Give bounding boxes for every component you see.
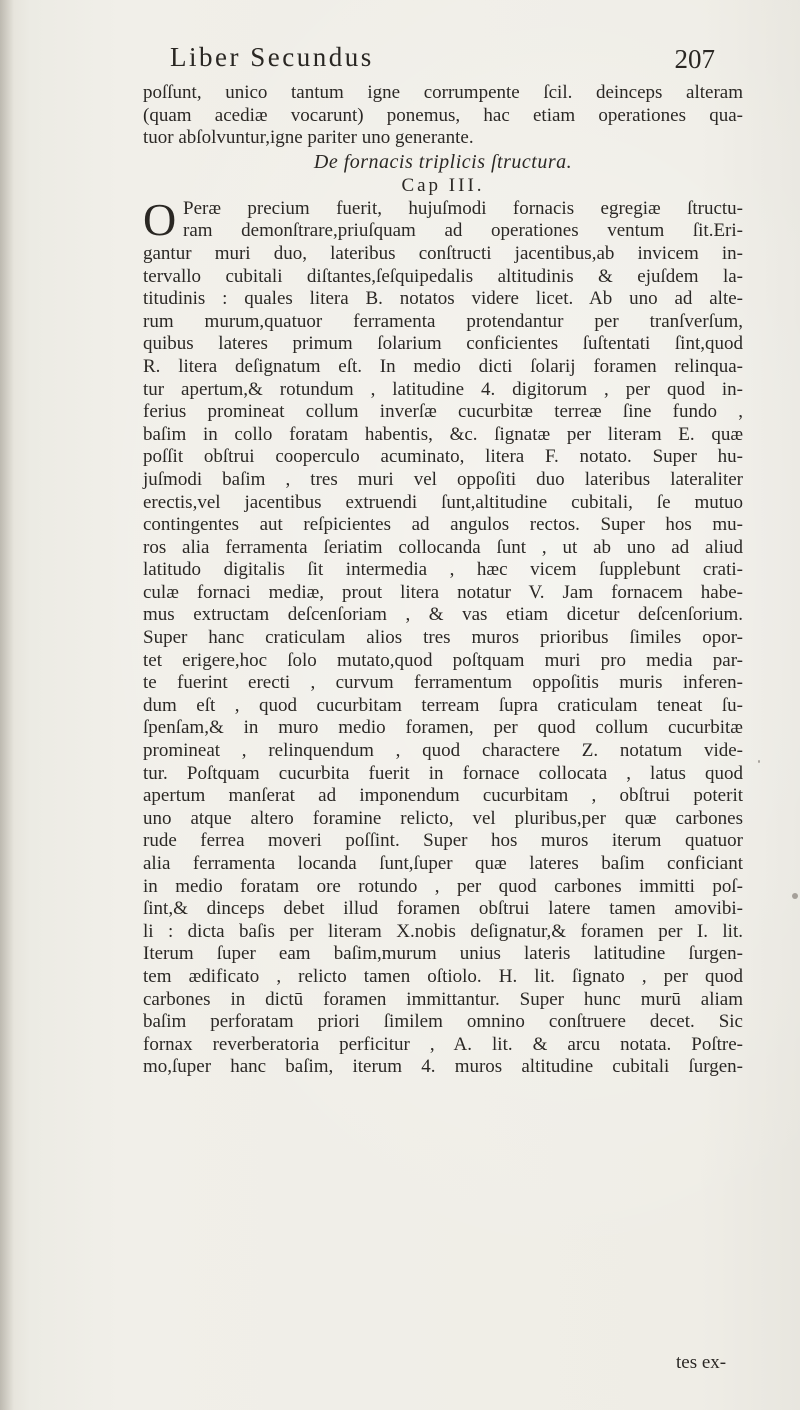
text-line: rum murum,quatuor ferramenta protendantur per tranſverſum, bbox=[143, 310, 743, 332]
text-line: Iterum ſuper eam baſim,murum unius lateris latitudine ſurgen- bbox=[143, 943, 743, 965]
text-line: in medio foratam ore rotundo , per quod carbones immitti poſ- bbox=[143, 875, 743, 897]
text-line: quibus lateres primum ſolarium conficientes ſuſtentati ſint,quod bbox=[143, 333, 743, 355]
text-line: gantur muri duo, lateribus conſtructi jacentibus,ab invicem in- bbox=[143, 242, 743, 264]
text-block bbox=[143, 82, 743, 1079]
text-line: fornax reverberatoria perficitur , A. lit. & arcu notata. Poſtre- bbox=[143, 1033, 743, 1055]
text-line: mus extructam deſcenſoriam , & vas etiam dicetur deſcenſorium. bbox=[143, 604, 743, 626]
text-line: baſim perforatam priori ſimilem omnino conſtruere decet. Sic bbox=[143, 1011, 743, 1033]
paragraph bbox=[143, 243, 743, 1079]
running-title: Liber Secundus bbox=[170, 42, 374, 72]
text-line: poſſunt, unico tantum igne corrumpente ſcil. deinceps alteram bbox=[143, 82, 743, 103]
paper-speck bbox=[792, 893, 798, 899]
catchword: tes ex- bbox=[676, 1352, 727, 1373]
text-line: tur apertum,& rotundum , latitudine 4. digitorum , per quod in- bbox=[143, 378, 743, 400]
text-line: poſſit obſtrui cooperculo acuminato, litera F. notato. Super hu- bbox=[143, 446, 743, 468]
text-line: tet erigere,hoc ſolo mutato,quod poſtquam muri pro media par- bbox=[143, 649, 743, 671]
text-line: erectis,vel jacentibus extruendi ſunt,altitudine cubitali, ſe mutuo bbox=[143, 491, 743, 513]
text-line: tur. Poſtquam cucurbita fuerit in fornace collocata , latus quod bbox=[143, 762, 743, 784]
text-line: titudinis : quales litera B. notatos videre licet. Ab uno ad alte- bbox=[143, 288, 743, 310]
page-header bbox=[170, 42, 715, 82]
text-line: culæ fornaci mediæ, prout litera notatur V. Jam fornacem habe- bbox=[143, 581, 743, 603]
text-line: li : dicta baſis per literam X.nobis deſignatur,& foramen per I. lit. bbox=[143, 920, 743, 942]
text-line: ferius promineat collum inverſæ cucurbitæ terreæ ſine fundo , bbox=[143, 401, 743, 423]
chapter-label: Cap III. bbox=[401, 174, 485, 196]
text-line: latitudo digitalis ſit intermedia , hæc vicem ſupplebunt crati- bbox=[143, 559, 743, 581]
text-line: carbones in dictū foramen immittantur. Super hunc murū aliam bbox=[143, 988, 743, 1010]
text-line: apertum manſerat ad imponendum cucurbitam , obſtrui poterit bbox=[143, 785, 743, 807]
text-line: R. litera deſignatum eſt. In medio dicti ſolarij foramen relinqua- bbox=[143, 355, 743, 377]
text-line: mo,ſuper hanc baſim, iterum 4. muros altitudine cubitali ſurgen- bbox=[143, 1056, 743, 1078]
text-line: tervallo cubitali diſtantes,ſeſquipedalis altitudinis & ejuſdem la- bbox=[143, 265, 743, 287]
page-number: 207 bbox=[674, 44, 715, 74]
text-line: baſim in collo foratam habentis, &c. ſignatæ per literam E. quæ bbox=[143, 423, 743, 445]
text-line: contingentes aut reſpicientes ad angulos rectos. Super hos mu- bbox=[143, 514, 743, 536]
text-line: ſpenſam,& in muro medio foramen, per quod collum cucurbitæ bbox=[143, 717, 743, 739]
text-line: juſmodi baſim , tres muri vel oppoſiti duo lateribus lateraliter bbox=[143, 468, 743, 490]
text-line: ram demonſtrare,priuſquam ad operationes ventum ſit.Eri- bbox=[183, 220, 743, 242]
text-line: dum eſt , quod cucurbitam terream ſupra craticulam teneat ſu- bbox=[143, 694, 743, 716]
paper-speck bbox=[758, 760, 760, 763]
section-heading: De fornacis triplicis ſtructura. bbox=[313, 150, 573, 173]
text-line: Peræ precium fuerit, hujuſmodi fornacis egregiæ ſtructu- bbox=[183, 197, 743, 219]
text-line: ros alia ferramenta ſeriatim collocanda ſunt , ut ab uno ad aliud bbox=[143, 536, 743, 558]
text-line: uno atque altero foramine relicto, vel pluribus,per quæ carbones bbox=[143, 807, 743, 829]
text-line: alia ferramenta locanda ſunt,ſuper quæ lateres baſim conficiant bbox=[143, 853, 743, 874]
text-line: Super hanc craticulam alios tres muros prioribus ſimiles opor- bbox=[143, 627, 743, 649]
text-line: (quam acediæ vocarunt) ponemus, hac etiam operationes qua- bbox=[143, 104, 743, 126]
text-line: tuor abſolvuntur,igne pariter uno generante. bbox=[143, 127, 474, 149]
text-line: te fuerint erecti , curvum ferramentum oppoſitis muris inferen- bbox=[143, 672, 743, 694]
text-line: ſint,& dinceps debet illud foramen obſtrui latere tamen amovibi- bbox=[143, 898, 743, 920]
drop-cap: O bbox=[143, 193, 177, 245]
text-line: tem ædificato , relicto tamen oſtiolo. H. lit. ſignato , per quod bbox=[143, 965, 743, 987]
text-line: rude ferrea moveri poſſint. Super hos muros iterum quatuor bbox=[143, 830, 743, 852]
text-line: promineat , relinquendum , quod charactere Z. notatum vide- bbox=[143, 740, 743, 762]
gutter-shadow bbox=[0, 0, 14, 1410]
